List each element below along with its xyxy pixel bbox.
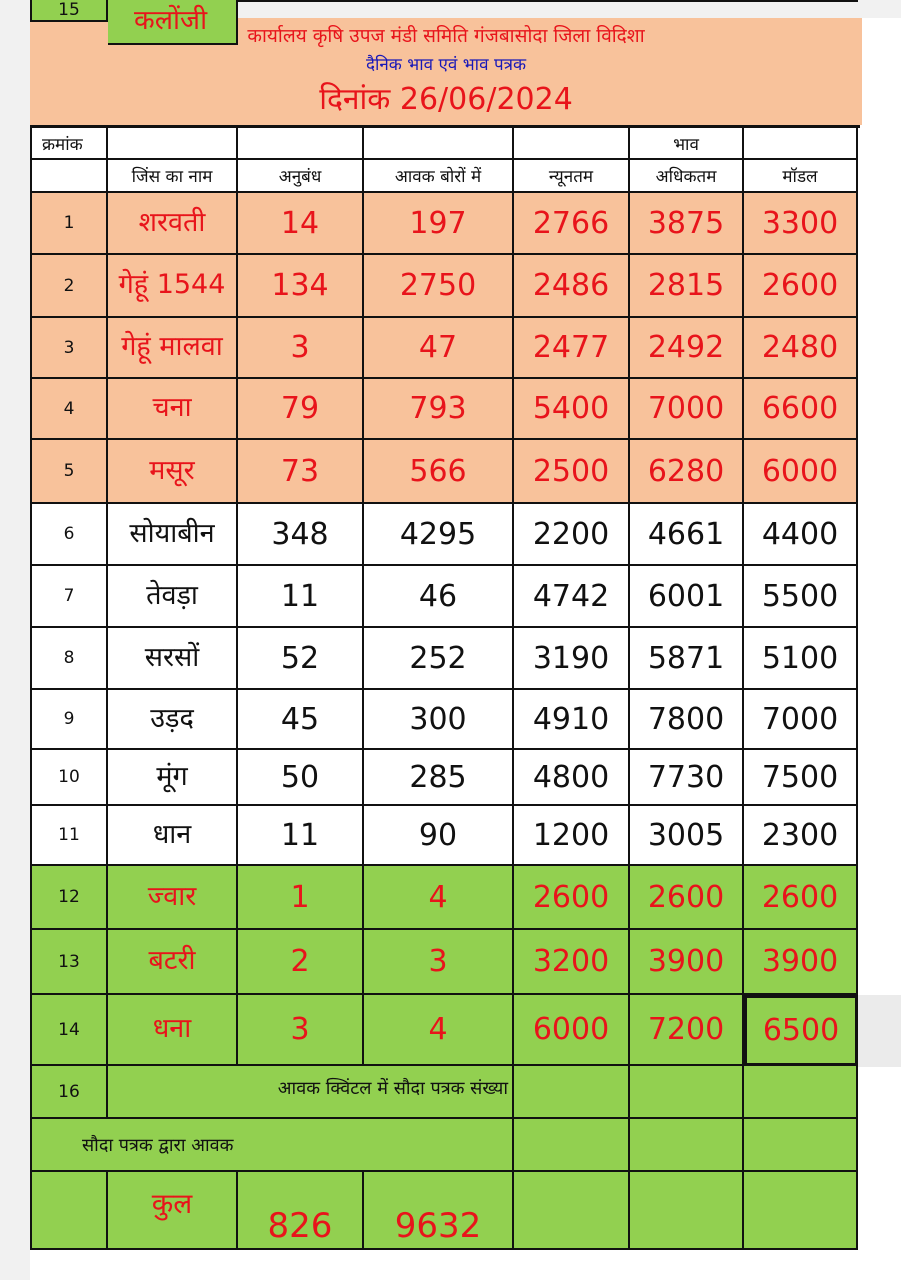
header-arrival: आवक बोरों में	[364, 160, 514, 193]
row-serial: 9	[30, 690, 108, 750]
max-price	[630, 0, 744, 2]
min-price: 1200	[514, 806, 630, 866]
commodity-name: गेहूं 1544	[108, 255, 238, 318]
header-min-price: न्यूनतम	[514, 160, 630, 193]
modal-price: 7500	[744, 750, 858, 806]
contracts-count: 79	[238, 379, 364, 440]
min-price: 6000	[514, 995, 630, 1066]
min-price: 2477	[514, 318, 630, 379]
row-serial: 4	[30, 379, 108, 440]
header-blank	[364, 128, 514, 160]
row-serial: 15	[30, 0, 108, 22]
max-price: 6280	[630, 440, 744, 504]
modal-price: 7000	[744, 690, 858, 750]
arrival-bags: 4	[364, 995, 514, 1066]
arrival-bags: 197	[364, 193, 514, 255]
arrival-bags: 285	[364, 750, 514, 806]
max-price: 2600	[630, 866, 744, 930]
blank-cell	[744, 1172, 858, 1250]
header-modal-price: मॉडल	[744, 160, 858, 193]
max-price: 7000	[630, 379, 744, 440]
total-label: कुल	[108, 1172, 238, 1250]
max-price: 4661	[630, 504, 744, 566]
modal-price: 5500	[744, 566, 858, 628]
row-serial: 14	[30, 995, 108, 1066]
modal-price	[744, 0, 858, 2]
row-serial: 8	[30, 628, 108, 690]
contracts-count: 50	[238, 750, 364, 806]
min-price	[514, 0, 630, 2]
max-price: 7200	[630, 995, 744, 1066]
blank-cell	[630, 1066, 744, 1119]
arrival-bags: 4295	[364, 504, 514, 566]
arrival-bags: 793	[364, 379, 514, 440]
commodity-name: बटरी	[108, 930, 238, 995]
commodity-name: उड़द	[108, 690, 238, 750]
arrival-bags: 252	[364, 628, 514, 690]
commodity-name: गेहूं मालवा	[108, 318, 238, 379]
row-serial: 11	[30, 806, 108, 866]
blank-cell	[744, 1066, 858, 1119]
blank-cell	[514, 1066, 630, 1119]
row-serial: 6	[30, 504, 108, 566]
modal-price: 4400	[744, 504, 858, 566]
min-price: 2766	[514, 193, 630, 255]
contracts-count: 52	[238, 628, 364, 690]
min-price: 4910	[514, 690, 630, 750]
modal-price: 2480	[744, 318, 858, 379]
min-price: 4742	[514, 566, 630, 628]
commodity-name: मसूर	[108, 440, 238, 504]
sheet-date: दिनांक 26/06/2024	[319, 82, 573, 117]
header-max-price: अधिकतम	[630, 160, 744, 193]
modal-price: 6000	[744, 440, 858, 504]
commodity-name: सरसों	[108, 628, 238, 690]
row-serial: 16	[30, 1066, 108, 1119]
blank-cell	[630, 1172, 744, 1250]
blank-cell	[514, 1172, 630, 1250]
modal-price: 2300	[744, 806, 858, 866]
commodity-name: तेवड़ा	[108, 566, 238, 628]
max-price: 7730	[630, 750, 744, 806]
min-price: 2600	[514, 866, 630, 930]
row-serial: 3	[30, 318, 108, 379]
modal-price: 3900	[744, 930, 858, 995]
contracts-count: 14	[238, 193, 364, 255]
row-serial: 2	[30, 255, 108, 318]
modal-price: 6600	[744, 379, 858, 440]
min-price: 2486	[514, 255, 630, 318]
row-serial: 12	[30, 866, 108, 930]
commodity-name: शरवती	[108, 193, 238, 255]
header-blank	[744, 128, 858, 160]
blank-cell	[30, 1172, 108, 1250]
arrival-bags: 46	[364, 566, 514, 628]
sheet-subtitle: दैनिक भाव एवं भाव पत्रक	[365, 55, 527, 75]
min-price: 4800	[514, 750, 630, 806]
modal-price: 5100	[744, 628, 858, 690]
modal-price: 2600	[744, 866, 858, 930]
max-price: 3875	[630, 193, 744, 255]
header-blank	[514, 128, 630, 160]
contracts-count: 1	[238, 866, 364, 930]
modal-price: 6500	[744, 995, 858, 1066]
contracts-count: 3	[238, 995, 364, 1066]
row-serial: 1	[30, 193, 108, 255]
blank-cell	[744, 1119, 858, 1172]
max-price: 3900	[630, 930, 744, 995]
header-commodity: जिंस का नाम	[108, 160, 238, 193]
min-price: 2500	[514, 440, 630, 504]
header-serial: क्रमांक	[30, 128, 108, 160]
contracts-count: 2	[238, 930, 364, 995]
row-serial: 13	[30, 930, 108, 995]
header-price-group: भाव	[630, 128, 744, 160]
commodity-name: धना	[108, 995, 238, 1066]
commodity-name: धान	[108, 806, 238, 866]
commodity-name: चना	[108, 379, 238, 440]
row-serial: 7	[30, 566, 108, 628]
deal-slip-arrival-label: सौदा पत्रक द्वारा आवक	[30, 1119, 514, 1172]
commodity-name: मूंग	[108, 750, 238, 806]
arrival-bags: 47	[364, 318, 514, 379]
max-price: 7800	[630, 690, 744, 750]
arrival-bags: 2750	[364, 255, 514, 318]
row-serial: 10	[30, 750, 108, 806]
header-blank	[30, 160, 108, 193]
blank-cell	[514, 1119, 630, 1172]
min-price: 3200	[514, 930, 630, 995]
max-price: 5871	[630, 628, 744, 690]
min-price: 3190	[514, 628, 630, 690]
contracts-count: 45	[238, 690, 364, 750]
commodity-name: ज्वार	[108, 866, 238, 930]
max-price: 6001	[630, 566, 744, 628]
contracts-count: 11	[238, 566, 364, 628]
arrival-bags: 3	[364, 930, 514, 995]
row-serial: 5	[30, 440, 108, 504]
contracts-count: 134	[238, 255, 364, 318]
commodity-name: कलोंजी	[108, 0, 238, 45]
contracts-count: 73	[238, 440, 364, 504]
total-arrival: 9632	[364, 1172, 514, 1250]
office-title: कार्यालय कृषि उपज मंडी समिति गंजबासोदा जिला विदिशा	[247, 25, 645, 47]
header-blank	[108, 128, 238, 160]
arrival-bags	[364, 0, 514, 2]
arrival-bags: 566	[364, 440, 514, 504]
arrival-bags: 4	[364, 866, 514, 930]
arrival-bags: 90	[364, 806, 514, 866]
max-price: 3005	[630, 806, 744, 866]
max-price: 2492	[630, 318, 744, 379]
total-contracts: 826	[238, 1172, 364, 1250]
min-price: 2200	[514, 504, 630, 566]
commodity-name: सोयाबीन	[108, 504, 238, 566]
contracts-count: 3	[238, 318, 364, 379]
max-price: 2815	[630, 255, 744, 318]
modal-price: 2600	[744, 255, 858, 318]
contracts-count	[238, 0, 364, 2]
modal-price: 3300	[744, 193, 858, 255]
summary-caption: आवक क्विंटल में सौदा पत्रक संख्या	[108, 1066, 514, 1119]
contracts-count: 348	[238, 504, 364, 566]
arrival-bags: 300	[364, 690, 514, 750]
min-price: 5400	[514, 379, 630, 440]
blank-cell	[630, 1119, 744, 1172]
header-contracts: अनुबंध	[238, 160, 364, 193]
header-blank	[238, 128, 364, 160]
contracts-count: 11	[238, 806, 364, 866]
